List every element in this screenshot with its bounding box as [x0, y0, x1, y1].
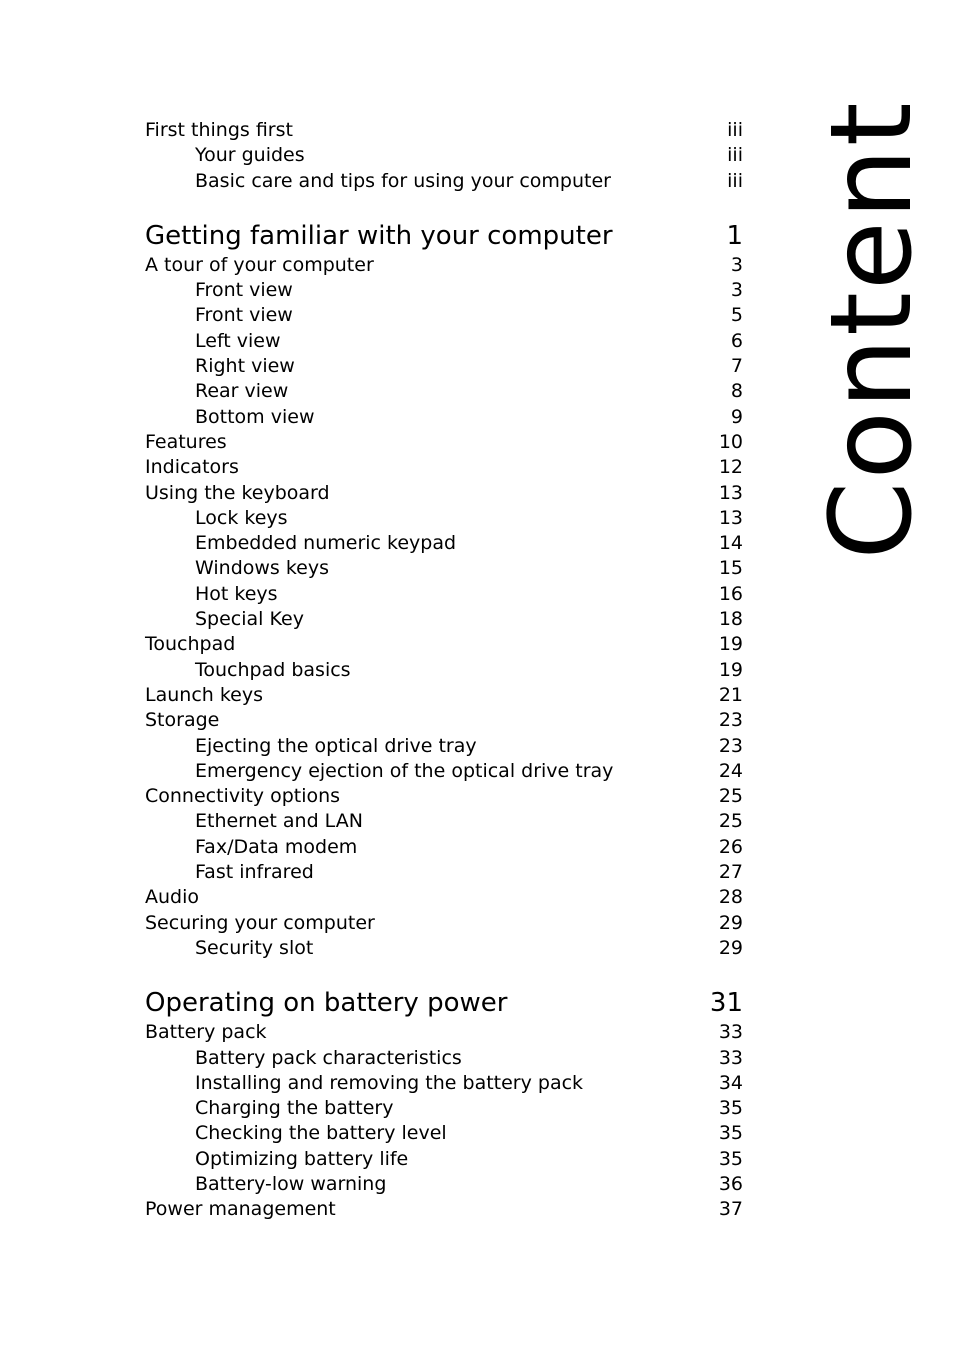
toc-page-number: 25 [718, 785, 743, 808]
toc-subentry[interactable] [145, 658, 743, 683]
toc-page-number: 9 [730, 405, 743, 428]
toc-page-number: 33 [718, 1046, 743, 1069]
toc-section [145, 219, 743, 961]
toc-subentry[interactable] [145, 531, 743, 556]
toc-page-number: iii [727, 169, 743, 192]
toc-page-number: 27 [718, 861, 743, 884]
toc-entry-title: Indicators [145, 456, 239, 479]
toc-subentry[interactable] [145, 405, 743, 430]
toc-entry-title: Ejecting the optical drive tray [195, 734, 477, 757]
toc-page-number: 19 [718, 658, 743, 681]
toc-entry-title: Features [145, 430, 227, 453]
toc-entry-title: Basic care and tips for using your computer [195, 169, 611, 192]
toc-entry[interactable] [145, 481, 743, 506]
toc-page-number: 18 [718, 608, 743, 631]
toc-page-number: 24 [718, 759, 743, 782]
toc-entry-title: Operating on battery power [145, 988, 508, 1019]
toc-entry-title: Battery-low warning [195, 1172, 387, 1195]
toc-page-number: 23 [718, 709, 743, 732]
toc-entry-title: Optimizing battery life [195, 1147, 409, 1170]
toc-subentry[interactable] [145, 143, 743, 168]
toc-entry[interactable] [145, 118, 743, 143]
toc-entry-title: First things first [145, 119, 293, 141]
toc-subentry[interactable] [145, 1046, 743, 1071]
toc-page-number: 1 [726, 220, 743, 251]
toc-entry-title: Front view [195, 279, 293, 302]
toc-entry[interactable] [145, 253, 743, 278]
toc-page-number: 14 [718, 532, 743, 555]
toc-entry-title: Getting familiar with your computer [145, 220, 613, 251]
toc-page-number: 6 [730, 329, 743, 352]
toc-entry[interactable] [145, 885, 743, 910]
toc-entry-title: Battery pack [145, 1021, 267, 1044]
toc-page-number: 35 [718, 1097, 743, 1120]
toc-section [145, 986, 743, 1222]
toc-entry-title: Using the keyboard [145, 481, 330, 504]
toc-page-number: iii [727, 144, 743, 167]
toc-entry[interactable] [145, 708, 743, 733]
table-of-contents [145, 118, 743, 1248]
toc-page-number: 26 [718, 835, 743, 858]
toc-subentry[interactable] [145, 1147, 743, 1172]
toc-subentry[interactable] [145, 354, 743, 379]
toc-entry[interactable] [145, 1197, 743, 1222]
toc-page-number: 35 [718, 1147, 743, 1170]
toc-entry-title: Rear view [195, 380, 289, 403]
toc-entry-title: Windows keys [195, 557, 330, 580]
toc-entry-title: Fast infrared [195, 861, 314, 884]
toc-subentry[interactable] [145, 607, 743, 632]
toc-entry-title: Touchpad [145, 633, 236, 656]
toc-subentry[interactable] [145, 1172, 743, 1197]
toc-entry-title: Touchpad basics [195, 658, 351, 681]
toc-chapter-heading[interactable] [145, 219, 743, 253]
toc-entry-title: Power management [145, 1198, 336, 1221]
toc-subentry[interactable] [145, 734, 743, 759]
toc-subentry[interactable] [145, 556, 743, 581]
toc-entry[interactable] [145, 632, 743, 657]
toc-page-number: 12 [718, 456, 743, 479]
toc-subentry[interactable] [145, 303, 743, 328]
toc-entry[interactable] [145, 455, 743, 480]
toc-entry-title: Storage [145, 709, 220, 732]
toc-entry-title: Installing and removing the battery pack [195, 1071, 584, 1094]
toc-chapter-heading[interactable] [145, 986, 743, 1020]
toc-entry-title: Front view [195, 304, 293, 327]
toc-page-number: 23 [718, 734, 743, 757]
toc-subentry[interactable] [145, 169, 743, 194]
toc-page-number: 29 [718, 936, 743, 959]
toc-entry-title: Right view [195, 355, 295, 378]
toc-page-number: 5 [730, 304, 743, 327]
toc-page-number: 7 [730, 355, 743, 378]
toc-entry[interactable] [145, 430, 743, 455]
toc-page-number: 33 [718, 1021, 743, 1044]
toc-page-number: 3 [730, 279, 743, 302]
toc-page-number: 16 [718, 582, 743, 605]
toc-subentry[interactable] [145, 835, 743, 860]
toc-page-number: 10 [718, 430, 743, 453]
toc-entry-title: Security slot [195, 936, 314, 959]
toc-entry-title: Emergency ejection of the optical drive tray [195, 759, 614, 782]
toc-entry-title: Ethernet and LAN [195, 810, 363, 833]
toc-subentry[interactable] [145, 759, 743, 784]
toc-page-number: 25 [718, 810, 743, 833]
toc-entry-title: Charging the battery [195, 1097, 394, 1120]
toc-subentry[interactable] [145, 936, 743, 961]
toc-subentry[interactable] [145, 506, 743, 531]
toc-entry-title: Fax/Data modem [195, 835, 358, 858]
toc-entry[interactable] [145, 784, 743, 809]
toc-section [145, 118, 743, 194]
toc-entry-title: Left view [195, 329, 281, 352]
toc-page-number: 13 [718, 506, 743, 529]
toc-entry-title: Connectivity options [145, 785, 341, 808]
toc-entry[interactable] [145, 911, 743, 936]
toc-entry-title: Checking the battery level [195, 1122, 447, 1145]
toc-page-number: 28 [718, 886, 743, 909]
toc-page-number: 37 [718, 1198, 743, 1221]
toc-entry[interactable] [145, 683, 743, 708]
toc-subentry[interactable] [145, 329, 743, 354]
toc-page-number: 21 [718, 683, 743, 706]
toc-subentry[interactable] [145, 1071, 743, 1096]
toc-entry-title: Embedded numeric keypad [195, 532, 457, 555]
toc-entry-title: Bottom view [195, 405, 315, 428]
toc-entry[interactable] [145, 1020, 743, 1045]
toc-entry-title: Securing your computer [145, 911, 375, 934]
toc-page-number: 3 [730, 253, 743, 276]
toc-subentry[interactable] [145, 582, 743, 607]
toc-page-number: 15 [718, 557, 743, 580]
toc-entry-title: Lock keys [195, 506, 288, 529]
toc-page-number: 19 [718, 633, 743, 656]
toc-entry-title: A tour of your computer [145, 253, 374, 276]
toc-subentry[interactable] [145, 379, 743, 404]
toc-entry-title: Special Key [195, 608, 304, 631]
toc-subentry[interactable] [145, 1096, 743, 1121]
toc-page-number: 36 [718, 1172, 743, 1195]
page-title: Content [807, 100, 937, 560]
toc-subentry[interactable] [145, 809, 743, 834]
toc-entry-title: Audio [145, 886, 200, 909]
toc-entry-title: Battery pack characteristics [195, 1046, 462, 1069]
toc-entry-title: Hot keys [195, 582, 278, 605]
toc-entry-title: Launch keys [145, 683, 263, 706]
toc-subentry[interactable] [145, 278, 743, 303]
toc-page-number: 29 [718, 911, 743, 934]
toc-page-number: iii [727, 119, 743, 141]
toc-entry-title: Your guides [195, 144, 305, 167]
toc-page-number: 35 [718, 1122, 743, 1145]
toc-page-number: 13 [718, 481, 743, 504]
toc-page-number: 8 [730, 380, 743, 403]
toc-page-number: 31 [709, 988, 743, 1019]
toc-subentry[interactable] [145, 860, 743, 885]
toc-subentry[interactable] [145, 1121, 743, 1146]
toc-page-number: 34 [718, 1071, 743, 1094]
